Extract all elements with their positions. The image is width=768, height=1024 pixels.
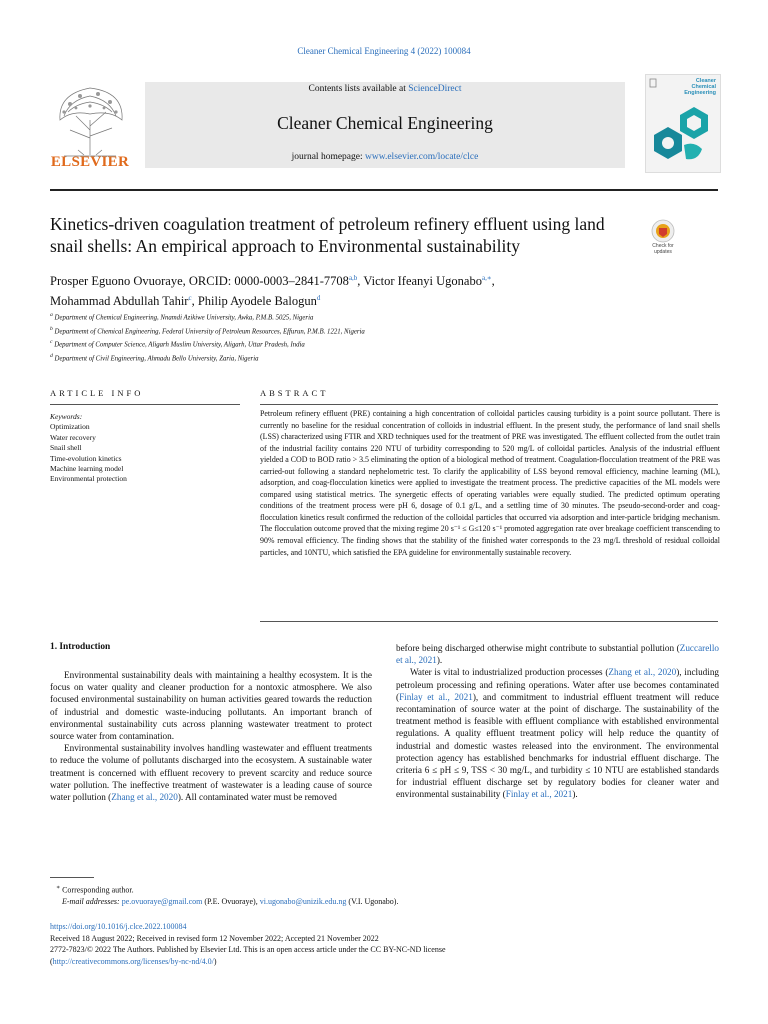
paragraph: before being discharged otherwise might contribute to substantial pollution (Zuccarello et al., 2021).: [396, 643, 719, 666]
homepage-link[interactable]: www.elsevier.com/locate/clce: [365, 152, 479, 162]
journal-name: Cleaner Chemical Engineering: [277, 113, 493, 133]
received-dates: Received 18 August 2022; Received in revised form 12 November 2022; Accepted 21 November 2022: [50, 933, 379, 943]
paragraph: Environmental sustainability involves handling wastewater and effluent treatments to reduce the volume of pollutants discharged into the ecosystem. A sustainable water treatment is concerned with effluent recovery to prevent scarcity and reduce source water pollution. The ineffective treatment of wastewater is a leading cause of source water pollution (Zhang et al., 2020). All contaminated water must be removed: [50, 743, 372, 803]
reference-link[interactable]: Zhang et al., 2020: [608, 667, 677, 678]
keyword-item: Time-evolution kinetics: [50, 453, 122, 463]
abstract-end-rule: [260, 621, 718, 622]
paragraph: Water is vital to industrialized production processes (Zhang et al., 2020), including petroleum processing and refining operations. Water after use becomes contaminated (Finlay et al., 2021), and commitment to industrial effluent treatment will reduce recontamination of source water at the point of discharge. The sustainability of the treatment method is feasible with effluent compliance with established environmental regulations. A quality effluent treatment policy will help reduce the quantity of industrial and domestic wastes released into the environment. The environmental protection agency has established benchmarks for industrial effluent discharge. The criteria 6 ≤ pH ≤ 9, TSS < 30 mg/L, and turbidity ≤ 10 NTU are established standards for industrial effluent discharge set by regulatory bodies for cleaner water and environmental sustainability (Finlay et al., 2021).: [396, 667, 720, 800]
affiliation-item: $^b$ Departmemt of Chemical Engineering, Federal University of Petroleum Resources, Effurun, P.M.B. 1221, Nigeria: [50, 325, 365, 335]
affiliation-item: $^a$ Department of Chemical Engineering, Nnamdi Azikiwe University, Awka, P.M.B. 5025, Nigeria: [50, 312, 314, 322]
email-link[interactable]: pe.ovuoraye@gmail.com: [121, 897, 203, 907]
reference-link[interactable]: Finlay et al., 2021: [399, 691, 473, 702]
affiliation-list: [50, 310, 710, 365]
keyword-item: Machine learning model: [50, 464, 124, 474]
author-name: Prosper Eguono Ovuoraye, ORCID: 0000-0003–2841-7708: [50, 274, 349, 289]
keywords-label: Keywords:: [50, 412, 83, 421]
check-for-updates-badge[interactable]: [645, 218, 681, 256]
keyword-item: Water recovery: [50, 432, 96, 442]
affiliation-item: $^c$ Department of Computer Science, Aligarh Muslim University, Aligarh, Uttar Pradesh, India: [50, 339, 305, 349]
abstract-heading: ABSTRACT: [260, 388, 329, 398]
journal-citation[interactable]: Cleaner Chemical Engineering 4 (2022) 100084: [297, 46, 471, 56]
reference-link[interactable]: Zhang et al., 2020: [111, 792, 178, 803]
journal-banner: [145, 82, 625, 168]
author-name: Philip Ayodele Balogun: [197, 294, 317, 309]
journal-cover: [645, 74, 721, 173]
reference-link[interactable]: Zuccarello et al., 2021: [396, 643, 719, 666]
abstract-text: Petroleum refinery effluent (PRE) containing a high concentration of colloidal particles causing turbidity is a point source pollutant. There is currently no baseline for the residual concentration of colloids in industrial effluent. In the present study, the performance of land snail shells (LSS) characterized using FTIR and XRD techniques used for the treatment of PRE was investigated. The effluent collected from the outlet train of the industrial facility contains 220 NTU of turbidity corresponding to 520 mg/L of colloidal particles. Analysis of the industrial effluent yielded a COD to BOD ratio > 3.5 eliminating the option of a biological method of treatment. Coagulation-flocculation treatment of the PRE was carried-out following a standard nephelometric test. To clarify the applicability of LSS beyond removal efficiency, machine learning (ML), adsorption, and coag-flocculation kinetics were applied to investigate the treatment process. The predictive capacities of the ML models were compared using statistical metrics. The synergetic effects of operating variables were equally studied. The predicted optimum operating conditions of the treatment process were pH 6, dosage of 0.1 g/L, and a settling time of 30 minutes. The pseudo-second-order and coag-flocculation kinetics result confirmed the reduction of the colloidal particles that occurred via adsorption and inter-particle bridging mechanism. The flocculation outcome proved that the mixing regime 20 s⁻¹ ≤ G≤120 s⁻¹ promoted aggregation rate over breakage coefficient transcending to 90% removal efficiency. The finding shows that the stability of the finished water corresponds to the 23 mg/L threshold of residual colloidal particles, and 10NTU, which satisfied the EPA guideline for environmentally sustainable recovery.: [260, 409, 720, 557]
mini-elsevier-icon: [649, 78, 657, 88]
doi-link[interactable]: https://doi.org/10.1016/j.clce.2022.100084: [50, 922, 187, 931]
check-for-updates-label: Check for updates: [652, 243, 674, 255]
contents-line: Contents lists available at ScienceDirect: [308, 84, 462, 94]
header-rule: [50, 189, 718, 191]
sciencedirect-link[interactable]: ScienceDirect: [408, 84, 462, 94]
corresponding-author-note: Corresponding author.: [62, 885, 134, 895]
homepage-line: journal homepage: www.elsevier.com/locate/clce: [291, 152, 479, 162]
cover-title: Cleaner Chemical Engineering: [684, 78, 716, 96]
author-affiliation-sup[interactable]: a,b: [348, 274, 358, 282]
author-affiliation-sup[interactable]: c: [188, 294, 192, 303]
footnote: ∗ Corresponding author. E-mail addresses: pe.ovuoraye@gmail.com (P.E. Ovuoraye), vi.ugonabo@unizik.edu.ng (V.I. Ugonabo).: [56, 885, 399, 907]
right-column: [396, 642, 719, 801]
article-metadata: https://doi.org/10.1016/j.clce.2022.100084 Received 18 August 2022; Received in revised form 12 November 2022; Accepted 21 November 2022 2772-7823/© 2022 The Authors. Published by Elsevier Ltd. This is an open access article under the CC BY-NC-ND license (http://creativecommons.org/licenses/by-nc-nd/4.0/): [50, 921, 718, 967]
author-list: Prosper Eguono Ovuoraye, ORCID: 0000-0003–2841-7708$^{a,b}$, Victor Ifeanyi Ugonabo$^{a,∗}$, Mohammad Abdullah Tahir$^c$, Philip Ayodele Balogun$^d$: [50, 274, 495, 309]
article-title: Kinetics-driven coagulation treatment of petroleum refinery effluent using land snail shells: An empirical approach to Environmental sustainability: [50, 214, 605, 256]
affiliation-item: $^d$ Department of Civil Engineering, Ahmadu Bello University, Zaria, Nigeria: [50, 353, 259, 363]
keyword-item: Snail shell: [50, 443, 82, 453]
author-name: Mohammad Abdullah Tahir: [50, 294, 189, 309]
cover-hexagon-graphic-icon: [650, 103, 716, 169]
author-name: Victor Ifeanyi Ugonabo: [363, 274, 482, 289]
paragraph: Environmental sustainability deals with maintaining a healthy ecosystem. It is the focus on water quality and cleaner production for a nontoxic atmosphere. We also focused environmental sustainability on human activities geared towards the reduction of industrial and domestic waste-inducing pollutants. An important branch of environmental sustainability cuts across planning wastewater treatment to protect source water from contamination.: [50, 670, 372, 742]
keyword-item: Optimization: [50, 422, 90, 432]
elsevier-wordmark: ELSEVIER: [50, 154, 130, 170]
keyword-item: Environmental protection: [50, 474, 127, 484]
footnote-rule: [50, 877, 94, 878]
author-affiliation-sup[interactable]: a,∗: [481, 274, 492, 282]
author-affiliation-sup[interactable]: d: [316, 294, 321, 303]
reference-link[interactable]: Finlay et al., 2021: [505, 789, 573, 800]
email-link[interactable]: vi.ugonabo@unizik.edu.ng: [259, 897, 347, 907]
abstract-rule: [260, 404, 718, 405]
left-column: [50, 669, 372, 803]
license-statement: 2772-7823/© 2022 The Authors. Published by Elsevier Ltd. This is an open access article under the CC BY-NC-ND license: [50, 945, 446, 954]
keywords-block: [50, 412, 240, 485]
license-link[interactable]: http://creativecommons.org/licenses/by-nc-nd/4.0/: [52, 956, 214, 966]
introduction-heading: 1. Introduction: [50, 642, 111, 652]
article-info-heading: ARTICLE INFO: [50, 388, 144, 398]
masthead: [50, 74, 718, 177]
info-rule: [50, 404, 240, 405]
